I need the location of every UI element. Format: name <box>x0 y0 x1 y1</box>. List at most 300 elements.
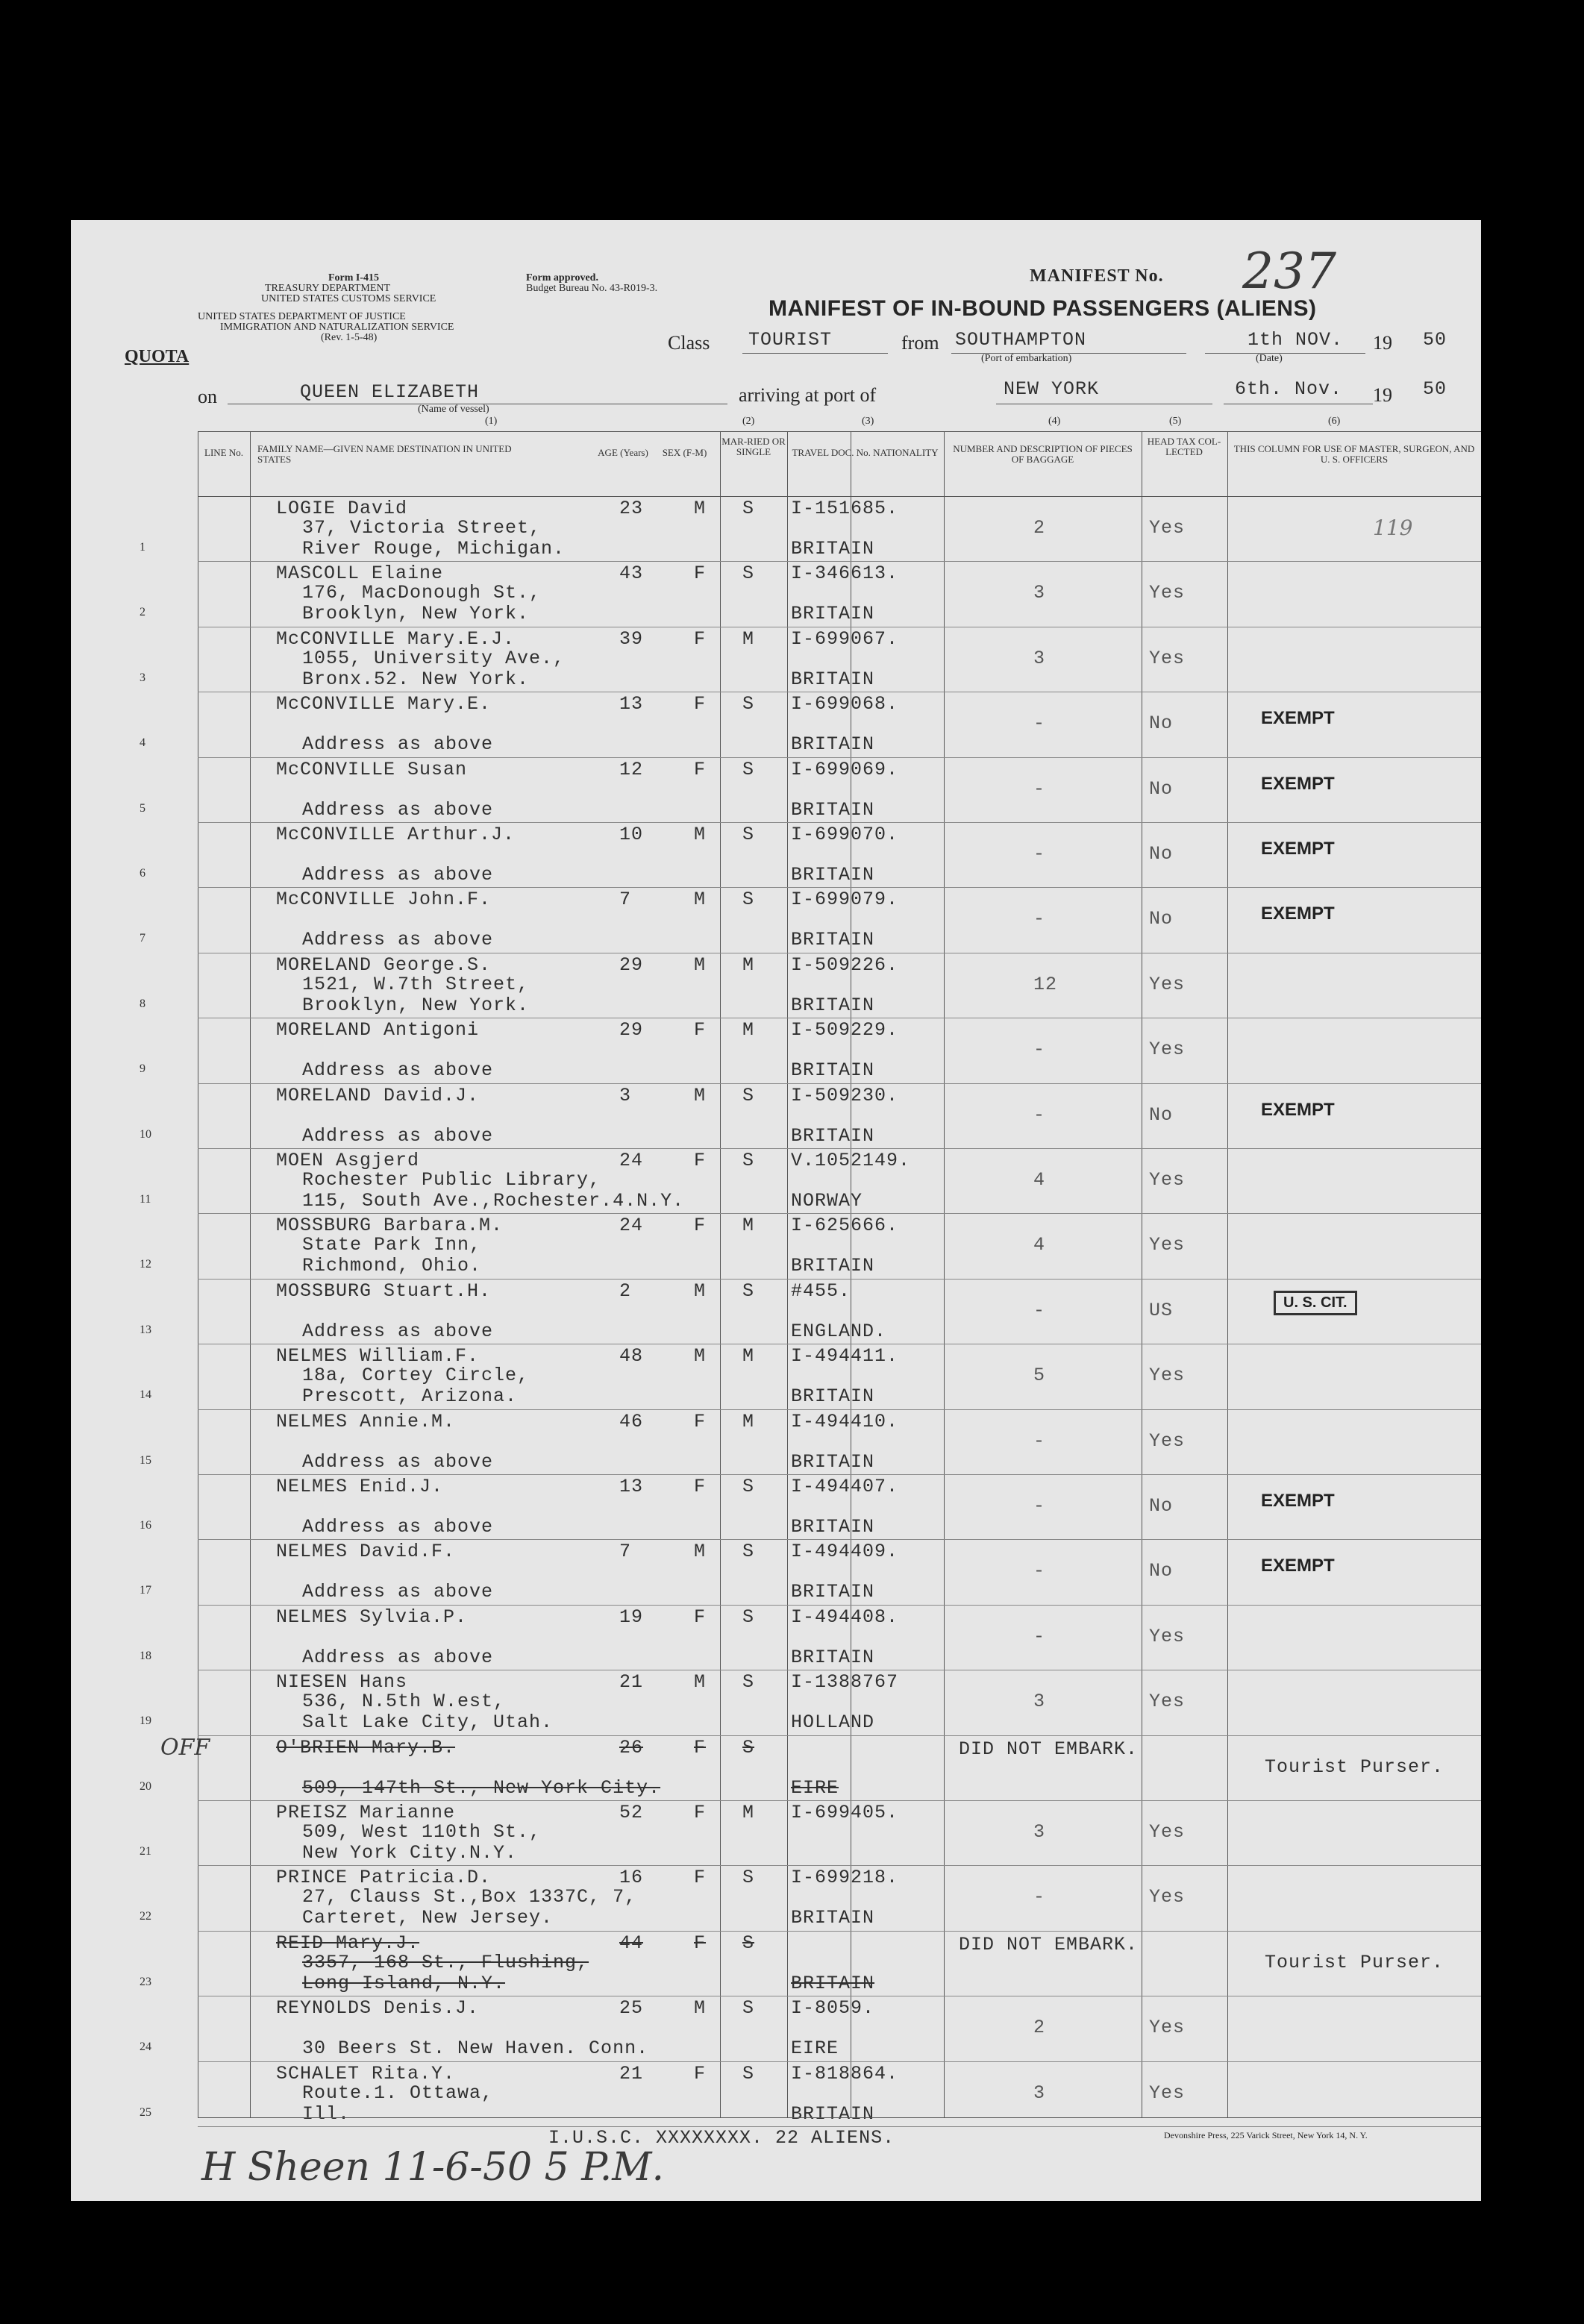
sex-value: F <box>694 1736 707 1758</box>
travel-doc-number: I-509226. <box>791 953 899 976</box>
exempt-stamp: EXEMPT <box>1261 1099 1335 1120</box>
passenger-name: NIESEN Hans <box>276 1671 408 1694</box>
marital-status: M <box>742 1802 755 1823</box>
travel-doc-number: I-494411. <box>791 1345 899 1368</box>
address-line-1: 18a, Cortey Circle, <box>302 1365 530 1387</box>
head-tax: US <box>1149 1299 1174 1321</box>
address-line-2: River Rouge, Michigan. <box>302 538 566 560</box>
nationality: BRITAIN <box>791 603 875 625</box>
passenger-name: REYNOLDS Denis.J. <box>276 1997 480 2020</box>
travel-doc-number: I-494409. <box>791 1541 899 1563</box>
nationality: BRITAIN <box>791 668 875 690</box>
address-line-2: Address as above <box>302 1516 494 1538</box>
passenger-name: LOGIE David <box>276 498 408 519</box>
arriving-label: arriving at port of <box>739 384 877 406</box>
head-tax: Yes <box>1149 582 1186 604</box>
col-age: AGE (Years) <box>598 447 648 458</box>
address-line-2: Address as above <box>302 1646 494 1668</box>
head-tax: Yes <box>1149 1886 1186 1908</box>
nationality: BRITAIN <box>791 1581 875 1603</box>
line-number: 4 <box>140 736 145 750</box>
marital-status: S <box>742 889 755 911</box>
off-mark: OFF <box>160 1735 210 1761</box>
address-line-2: Brooklyn, New York. <box>302 994 530 1016</box>
passenger-name: MORELAND Antigoni <box>276 1019 480 1042</box>
address-line-1: 27, Clauss St.,Box 1337C, 7, <box>302 1886 637 1908</box>
age-value: 21 <box>619 2062 644 2085</box>
nationality: EIRE <box>791 1776 839 1799</box>
travel-doc-number: I-346613. <box>791 563 899 585</box>
travel-doc-number: I-494408. <box>791 1606 899 1628</box>
sex-value: F <box>694 1606 707 1628</box>
arrival-port: NEW YORK <box>1004 378 1100 400</box>
treasury-dept: TREASURY DEPARTMENT <box>265 283 391 294</box>
exempt-stamp: EXEMPT <box>1261 903 1335 924</box>
address-line-1: State Park Inn, <box>302 1234 482 1256</box>
immigration-service: IMMIGRATION AND NATURALIZATION SERVICE <box>220 322 454 333</box>
baggage-count: - <box>1033 1429 1046 1452</box>
manifest-sheet <box>71 220 1481 2201</box>
marital-status: M <box>742 1215 755 1237</box>
col-num-6: (6) <box>1328 416 1341 427</box>
line-number: 3 <box>140 671 145 684</box>
marital-status: S <box>742 1671 755 1694</box>
line-number: 6 <box>140 867 145 880</box>
travel-doc-number: #455. <box>791 1280 851 1302</box>
head-tax: No <box>1149 712 1174 735</box>
marital-status: M <box>742 953 755 976</box>
col-num-2: (2) <box>742 416 755 427</box>
page-mark: 119 <box>1373 516 1413 540</box>
inspector-signature: H Sheen 11-6-50 5 P.M. <box>201 2145 665 2190</box>
head-tax: Yes <box>1149 1234 1186 1256</box>
age-value: 19 <box>619 1606 644 1628</box>
address-line-1: 536, N.5th W.est, <box>302 1691 506 1713</box>
address-line-2: Address as above <box>302 864 494 886</box>
nationality: BRITAIN <box>791 733 875 756</box>
travel-doc-number: I-8059. <box>791 1997 875 2020</box>
form-approved: Form approved. <box>526 272 598 284</box>
address-line-2: Address as above <box>302 1581 494 1603</box>
age-value: 16 <box>619 1867 644 1889</box>
age-value: 7 <box>619 889 632 911</box>
marital-status: M <box>742 1410 755 1432</box>
head-tax: Yes <box>1149 2017 1186 2039</box>
sex-value: F <box>694 1476 707 1497</box>
age-value: 24 <box>619 1150 644 1171</box>
address-line-1: 3357, 168 St., Flushing, <box>302 1951 589 1973</box>
address-line-2: 30 Beers St. New Haven. Conn. <box>302 2038 649 2060</box>
age-value: 3 <box>619 1084 632 1106</box>
address-line-1: Rochester Public Library, <box>302 1169 601 1191</box>
travel-doc-number: I-625666. <box>791 1215 899 1237</box>
nationality: BRITAIN <box>791 1972 875 1994</box>
baggage-count: - <box>1033 1495 1046 1517</box>
exempt-stamp: EXEMPT <box>1261 773 1335 794</box>
travel-doc-number: I-699068. <box>791 693 899 715</box>
nationality: BRITAIN <box>791 798 875 821</box>
nationality: BRITAIN <box>791 538 875 560</box>
sex-value: F <box>694 563 707 585</box>
age-value: 24 <box>619 1215 644 1237</box>
baggage-note: DID NOT EMBARK. <box>959 1738 1139 1760</box>
passenger-name: NELMES William.F. <box>276 1345 480 1368</box>
age-value: 44 <box>619 1932 644 1954</box>
class-label: Class <box>668 332 710 354</box>
sex-value: M <box>694 498 707 519</box>
nationality: HOLLAND <box>791 1711 875 1734</box>
travel-doc-number: I-494410. <box>791 1410 899 1432</box>
address-line-2: New York City.N.Y. <box>302 1842 518 1864</box>
sex-value: F <box>694 1410 707 1432</box>
exempt-stamp: EXEMPT <box>1261 1491 1335 1511</box>
marital-status: S <box>742 498 755 519</box>
col-baggage: NUMBER AND DESCRIPTION OF PIECES OF BAGGAGE <box>953 443 1133 465</box>
marital-status: M <box>742 1345 755 1368</box>
address-line-1: 1055, University Ave., <box>302 647 566 669</box>
baggage-count: - <box>1033 1625 1046 1647</box>
sex-value: F <box>694 693 707 715</box>
sex-value: F <box>694 1215 707 1237</box>
departure-date: 1th NOV. <box>1248 329 1344 351</box>
passenger-name: MOEN Asgjerd <box>276 1150 420 1171</box>
baggage-count: 3 <box>1033 2082 1046 2104</box>
passenger-name: NELMES Annie.M. <box>276 1410 456 1432</box>
head-tax: Yes <box>1149 647 1186 669</box>
address-line-2: Address as above <box>302 1320 494 1342</box>
passenger-name: MASCOLL Elaine <box>276 563 444 585</box>
age-value: 29 <box>619 953 644 976</box>
age-value: 10 <box>619 824 644 845</box>
sex-value: M <box>694 889 707 911</box>
nationality: BRITAIN <box>791 1907 875 1929</box>
purser-note: Tourist Purser. <box>1265 1951 1444 1973</box>
line-number: 22 <box>140 1910 151 1923</box>
sex-value: F <box>694 1867 707 1889</box>
line-number: 7 <box>140 932 145 945</box>
baggage-count: - <box>1033 1299 1046 1321</box>
address-line-2: Carteret, New Jersey. <box>302 1907 554 1929</box>
address-line-1: 37, Victoria Street, <box>302 517 542 539</box>
marital-status: S <box>742 1867 755 1889</box>
year1-prefix: 19 <box>1373 332 1392 354</box>
age-value: 43 <box>619 563 644 585</box>
nationality: BRITAIN <box>791 864 875 886</box>
vessel-name: QUEEN ELIZABETH <box>300 381 480 403</box>
nationality: BRITAIN <box>791 2102 875 2125</box>
exempt-stamp: EXEMPT <box>1261 708 1335 729</box>
age-value: 23 <box>619 498 644 519</box>
passenger-name: McCONVILLE John.F. <box>276 889 492 911</box>
passenger-name: McCONVILLE Mary.E. <box>276 693 492 715</box>
address-line-2: Address as above <box>302 733 494 756</box>
col-line: LINE No. <box>204 447 243 458</box>
sex-value: M <box>694 1671 707 1694</box>
arrival-date: 6th. Nov. <box>1235 378 1343 400</box>
passenger-name: McCONVILLE Susan <box>276 758 468 780</box>
address-line-1: Route.1. Ottawa, <box>302 2082 494 2104</box>
sex-value: F <box>694 1150 707 1171</box>
baggage-count: 2 <box>1033 2017 1046 2039</box>
sex-value: M <box>694 953 707 976</box>
line-number: 1 <box>140 541 145 554</box>
travel-doc-number: I-509229. <box>791 1019 899 1042</box>
baggage-count: - <box>1033 1103 1046 1126</box>
travel-doc-number: I-509230. <box>791 1084 899 1106</box>
col-num-1: (1) <box>485 416 498 427</box>
nationality: ENGLAND. <box>791 1320 887 1342</box>
age-value: 7 <box>619 1541 632 1563</box>
vessel-caption: (Name of vessel) <box>418 404 489 415</box>
passenger-name: McCONVILLE Arthur.J. <box>276 824 516 845</box>
exempt-stamp: EXEMPT <box>1261 1556 1335 1576</box>
marital-status: S <box>742 563 755 585</box>
head-tax: Yes <box>1149 1691 1186 1713</box>
head-tax: No <box>1149 843 1174 865</box>
nationality: BRITAIN <box>791 1646 875 1668</box>
line-number: 20 <box>140 1779 151 1793</box>
nationality: BRITAIN <box>791 1255 875 1277</box>
marital-status: S <box>742 693 755 715</box>
line-number: 5 <box>140 801 145 815</box>
baggage-note: DID NOT EMBARK. <box>959 1933 1139 1955</box>
col-num-5: (5) <box>1169 416 1182 427</box>
line-number: 23 <box>140 1975 151 1988</box>
baggage-count: - <box>1033 712 1046 735</box>
address-line-2: Address as above <box>302 1059 494 1082</box>
head-tax: No <box>1149 908 1174 930</box>
head-tax: Yes <box>1149 517 1186 539</box>
baggage-count: - <box>1033 908 1046 930</box>
nationality: NORWAY <box>791 1190 863 1212</box>
marital-status: S <box>742 1997 755 2020</box>
line-number: 15 <box>140 1453 151 1467</box>
sex-value: F <box>694 1802 707 1823</box>
col-head-tax: HEAD TAX COL-LECTED <box>1147 436 1221 457</box>
footer-summary: I.U.S.C. XXXXXXXX. 22 ALIENS. <box>548 2127 895 2149</box>
line-number: 19 <box>140 1714 151 1728</box>
travel-doc-number: I-699218. <box>791 1867 899 1889</box>
head-tax: Yes <box>1149 1429 1186 1452</box>
address-line-1: 176, MacDonough St., <box>302 582 542 604</box>
baggage-count: 12 <box>1033 973 1058 995</box>
passenger-name: MORELAND David.J. <box>276 1084 480 1106</box>
col-num-3: (3) <box>862 416 874 427</box>
address-line-1: 509, West 110th St., <box>302 1821 542 1843</box>
age-value: 26 <box>619 1736 644 1758</box>
purser-note: Tourist Purser. <box>1265 1755 1444 1778</box>
baggage-count: - <box>1033 1039 1046 1061</box>
nationality: BRITAIN <box>791 1516 875 1538</box>
marital-status: M <box>742 1019 755 1042</box>
class-value: TOURIST <box>748 329 833 351</box>
marital-status: S <box>742 1541 755 1563</box>
address-line-1: 1521, W.7th Street, <box>302 973 530 995</box>
age-value: 46 <box>619 1410 644 1432</box>
head-tax: Yes <box>1149 973 1186 995</box>
age-value: 52 <box>619 1802 644 1823</box>
travel-doc-number: I-699079. <box>791 889 899 911</box>
line-number: 21 <box>140 1845 151 1858</box>
manifest-title: MANIFEST OF IN-BOUND PASSENGERS (ALIENS) <box>768 296 1317 321</box>
sex-value: F <box>694 2062 707 2085</box>
baggage-count: - <box>1033 1886 1046 1908</box>
sex-value: F <box>694 1019 707 1042</box>
passenger-name: MORELAND George.S. <box>276 953 492 976</box>
line-number: 9 <box>140 1062 145 1076</box>
travel-doc-number: I-1388767 <box>791 1671 899 1694</box>
age-value: 25 <box>619 1997 644 2020</box>
sex-value: M <box>694 1084 707 1106</box>
on-label: on <box>198 386 217 407</box>
sex-value: F <box>694 627 707 650</box>
passenger-name: McCONVILLE Mary.E.J. <box>276 627 516 650</box>
marital-status: S <box>742 2062 755 2085</box>
address-line-2: Address as above <box>302 929 494 951</box>
col-officers: THIS COLUMN FOR USE OF MASTER, SURGEON, AND U. S. OFFICERS <box>1233 443 1475 465</box>
form-rev: (Rev. 1-5-48) <box>321 332 378 343</box>
passenger-name: PREISZ Marianne <box>276 1802 456 1823</box>
age-value: 39 <box>619 627 644 650</box>
marital-status: S <box>742 758 755 780</box>
line-number: 18 <box>140 1649 151 1662</box>
nationality: BRITAIN <box>791 1059 875 1082</box>
line-number: 10 <box>140 1127 151 1141</box>
head-tax: Yes <box>1149 1365 1186 1387</box>
baggage-count: - <box>1033 1560 1046 1582</box>
port-embark-caption: (Port of embarkation) <box>981 353 1072 364</box>
address-line-2: 115, South Ave.,Rochester.4.N.Y. <box>302 1190 685 1212</box>
baggage-count: - <box>1033 777 1046 800</box>
from-label: from <box>901 332 939 354</box>
marital-status: S <box>742 1084 755 1106</box>
line-number: 24 <box>140 2040 151 2054</box>
head-tax: Yes <box>1149 1625 1186 1647</box>
col-sex: SEX (F-M) <box>662 447 707 458</box>
head-tax: Yes <box>1149 1039 1186 1061</box>
travel-doc-number: I-494407. <box>791 1476 899 1497</box>
col-name: FAMILY NAME—GIVEN NAME DESTINATION IN UNITED STATES <box>257 443 512 465</box>
head-tax: No <box>1149 777 1174 800</box>
baggage-count: 3 <box>1033 647 1046 669</box>
sex-value: F <box>694 758 707 780</box>
sex-value: M <box>694 1997 707 2020</box>
age-value: 21 <box>619 1671 644 1694</box>
line-number: 11 <box>140 1193 151 1206</box>
line-number: 14 <box>140 1388 151 1402</box>
travel-doc-number: V.1052149. <box>791 1150 911 1171</box>
travel-doc-number: I-699069. <box>791 758 899 780</box>
col-married: MAR-RIED OR SINGLE <box>721 436 786 457</box>
passenger-name: SCHALET Rita.Y. <box>276 2062 456 2085</box>
age-value: 2 <box>619 1280 632 1302</box>
baggage-count: 4 <box>1033 1234 1046 1256</box>
line-number: 12 <box>140 1258 151 1271</box>
nationality: BRITAIN <box>791 929 875 951</box>
sex-value: F <box>694 1932 707 1954</box>
from-value: SOUTHAMPTON <box>955 329 1087 351</box>
sex-value: M <box>694 1280 707 1302</box>
passenger-name: NELMES Sylvia.P. <box>276 1606 468 1628</box>
baggage-count: 2 <box>1033 517 1046 539</box>
passenger-name: O'BRIEN Mary.B. <box>276 1736 456 1758</box>
manifest-no-label: MANIFEST No. <box>1030 266 1164 286</box>
age-value: 13 <box>619 693 644 715</box>
date-caption: (Date) <box>1256 353 1283 364</box>
manifest-no-value: 237 <box>1242 242 1336 300</box>
head-tax: Yes <box>1149 2082 1186 2104</box>
marital-status: M <box>742 627 755 650</box>
baggage-count: 3 <box>1033 582 1046 604</box>
passenger-name: MOSSBURG Barbara.M. <box>276 1215 504 1237</box>
line-number: 2 <box>140 606 145 619</box>
col-num-4: (4) <box>1048 416 1061 427</box>
exempt-stamp: EXEMPT <box>1261 839 1335 859</box>
passenger-name: NELMES Enid.J. <box>276 1476 444 1497</box>
head-tax: Yes <box>1149 1169 1186 1191</box>
baggage-count: - <box>1033 843 1046 865</box>
address-line-2: Address as above <box>302 1124 494 1147</box>
year2-prefix: 19 <box>1373 384 1392 406</box>
nationality: BRITAIN <box>791 1385 875 1408</box>
line-number: 17 <box>140 1584 151 1597</box>
marital-status: S <box>742 1150 755 1171</box>
customs-service: UNITED STATES CUSTOMS SERVICE <box>261 293 436 304</box>
passenger-name: PRINCE Patricia.D. <box>276 1867 492 1889</box>
travel-doc-number: I-699070. <box>791 824 899 845</box>
address-line-2: Bronx.52. New York. <box>302 668 530 690</box>
marital-status: S <box>742 1476 755 1497</box>
address-line-2: 509, 147th St., New York City. <box>302 1776 661 1799</box>
us-citizen-stamp: U. S. CIT. <box>1274 1291 1357 1315</box>
marital-status: S <box>742 1606 755 1628</box>
year2-value: 50 <box>1423 378 1447 400</box>
travel-doc-number: I-151685. <box>791 498 899 519</box>
justice-dept: UNITED STATES DEPARTMENT OF JUSTICE <box>198 311 406 322</box>
marital-status: S <box>742 824 755 845</box>
line-number: 8 <box>140 997 145 1010</box>
age-value: 12 <box>619 758 644 780</box>
nationality: EIRE <box>791 2038 839 2060</box>
address-line-2: Salt Lake City, Utah. <box>302 1711 554 1734</box>
sex-value: M <box>694 1541 707 1563</box>
passenger-name: REID Mary.J. <box>276 1932 420 1954</box>
marital-status: S <box>742 1280 755 1302</box>
head-tax: No <box>1149 1103 1174 1126</box>
line-number: 16 <box>140 1519 151 1532</box>
passenger-name: NELMES David.F. <box>276 1541 456 1563</box>
head-tax: No <box>1149 1560 1174 1582</box>
age-value: 29 <box>619 1019 644 1042</box>
nationality: BRITAIN <box>791 1450 875 1473</box>
address-line-2: Address as above <box>302 798 494 821</box>
baggage-count: 5 <box>1033 1365 1046 1387</box>
passenger-name: MOSSBURG Stuart.H. <box>276 1280 492 1302</box>
marital-status: S <box>742 1736 755 1758</box>
address-line-2: Richmond, Ohio. <box>302 1255 482 1277</box>
form-number: Form I-415 <box>328 272 380 284</box>
nationality: BRITAIN <box>791 994 875 1016</box>
baggage-count: 3 <box>1033 1821 1046 1843</box>
quota-label: QUOTA <box>125 347 190 366</box>
line-number: 25 <box>140 2105 151 2119</box>
address-line-2: Address as above <box>302 1450 494 1473</box>
printer-credit: Devonshire Press, 225 Varick Street, New York 14, N. Y. <box>1164 2130 1368 2140</box>
head-tax: Yes <box>1149 1821 1186 1843</box>
marital-status: S <box>742 1932 755 1954</box>
budget-bureau: Budget Bureau No. 43-R019-3. <box>526 283 658 294</box>
baggage-count: 3 <box>1033 1691 1046 1713</box>
